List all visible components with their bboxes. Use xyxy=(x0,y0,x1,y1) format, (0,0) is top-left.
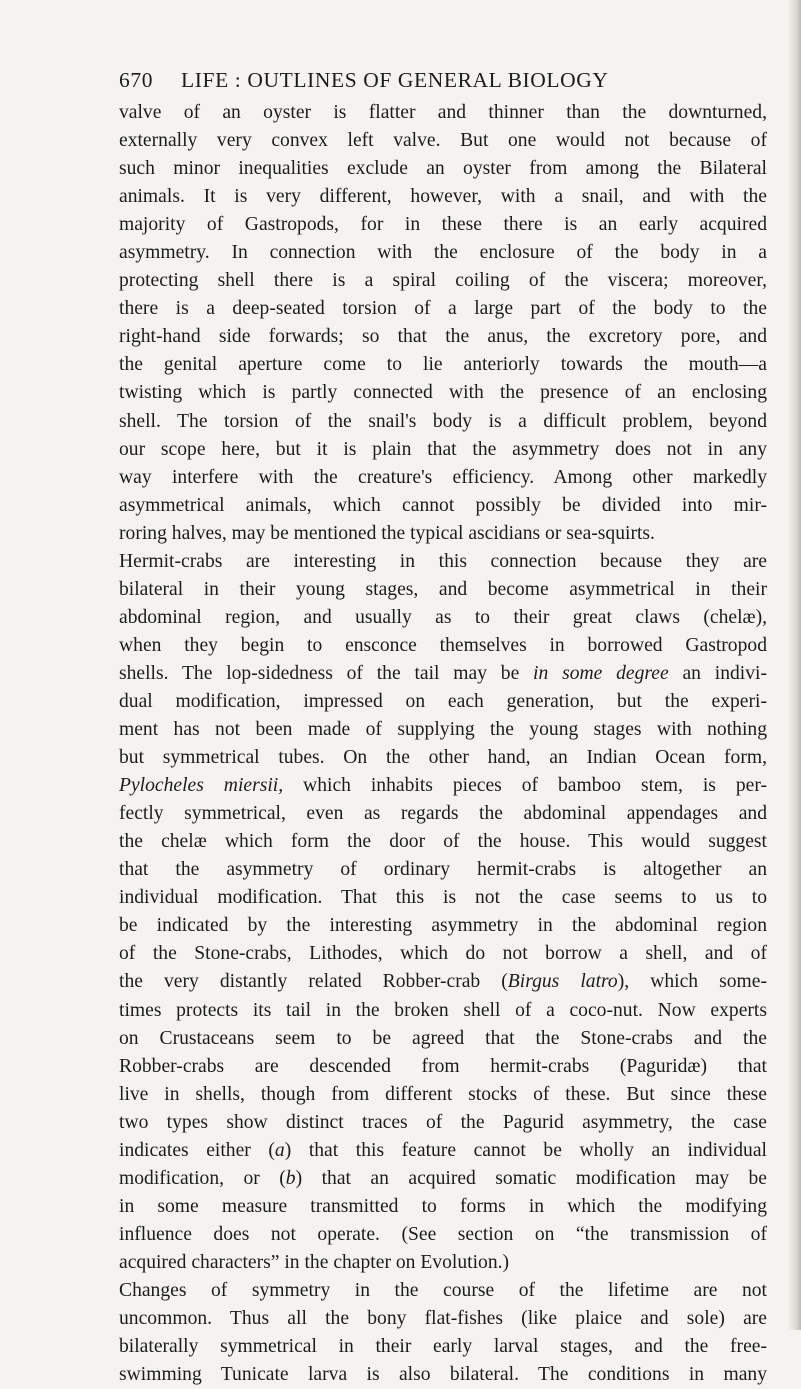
text-line: shell. The torsion of the snail's body is a difficult problem, beyond xyxy=(119,410,767,432)
text-line: animals. It is very different, however, with a snail, and with the xyxy=(119,186,767,208)
text-segment: modification, or ( xyxy=(119,1167,286,1189)
text-line: in some measure transmitted to forms in which the modifying xyxy=(119,1195,767,1217)
text-line: dual modification, impressed on each generation, but the experi- xyxy=(119,690,767,712)
text-line: be indicated by the interesting asymmetry in the abdominal region xyxy=(119,915,767,937)
text-line: that the asymmetry of ordinary hermit-crabs is altogether an xyxy=(119,859,767,881)
text-segment: an indivi- xyxy=(668,662,767,684)
body-text xyxy=(119,99,767,1389)
paragraph-1 xyxy=(119,99,767,548)
text-line: on Crustaceans seem to be agreed that the Stone-crabs and the xyxy=(119,1027,767,1049)
text-line: majority of Gastropods, for in these there is an early acquired xyxy=(119,214,767,236)
text-line: there is a deep-seated torsion of a large part of the body to the xyxy=(119,298,767,320)
species-name: Pylocheles miersii, xyxy=(119,775,284,797)
enumeration-letter: a xyxy=(274,1139,285,1161)
text-line xyxy=(119,660,767,688)
text-segment: shells. The lop-sidedness of the tail may be xyxy=(119,662,534,684)
italic-phrase: in some degree xyxy=(533,662,669,684)
text-line: acquired characters” in the chapter on Evolution.) xyxy=(119,1251,510,1273)
text-line: roring halves, may be mentioned the typical ascidians or sea-squirts. xyxy=(119,522,655,544)
text-line: bilateral in their young stages, and become asymmetrical in their xyxy=(119,578,767,600)
text-line xyxy=(119,968,767,996)
text-line: such minor inequalities exclude an oyster from among the Bilateral xyxy=(119,158,767,180)
text-line: Robber-crabs are descended from hermit-crabs (Paguridæ) that xyxy=(119,1055,767,1077)
text-line: protecting shell there is a spiral coiling of the viscera; moreover, xyxy=(119,270,767,292)
running-header xyxy=(119,68,719,98)
paragraph-2 xyxy=(119,548,767,1277)
text-line: Hermit-crabs are interesting in this connection because they are xyxy=(119,550,767,572)
text-segment: indicates either ( xyxy=(119,1139,275,1161)
text-segment: the very distantly related Robber-crab ( xyxy=(119,971,508,993)
text-segment: ) that an acquired somatic modification may be xyxy=(295,1167,767,1189)
text-line xyxy=(119,1137,767,1165)
text-line xyxy=(119,1165,767,1193)
text-line: way interfere with the creature's efficiency. Among other markedly xyxy=(119,466,767,488)
species-name: Birgus latro xyxy=(507,971,618,993)
text-line: externally very convex left valve. But one would not because of xyxy=(119,130,767,152)
text-line: times protects its tail in the broken shell of a coco-nut. Now experts xyxy=(119,999,767,1021)
text-line: individual modification. That this is not the case seems to us to xyxy=(119,887,767,909)
paragraph-3 xyxy=(119,1277,767,1389)
text-line: fectly symmetrical, even as regards the abdominal appendages and xyxy=(119,803,767,825)
text-line: asymmetry. In connection with the enclosure of the body in a xyxy=(119,242,767,264)
text-line: live in shells, though from different stocks of these. But since these xyxy=(119,1083,767,1105)
text-line: valve of an oyster is flatter and thinner than the downturned, xyxy=(119,102,767,123)
text-line: asymmetrical animals, which cannot possibly be divided into mir- xyxy=(119,494,767,516)
running-title: LIFE : OUTLINES OF GENERAL BIOLOGY xyxy=(181,68,609,92)
text-line: the chelæ which form the door of the house. This would suggest xyxy=(119,831,767,853)
enumeration-letter: b xyxy=(285,1167,296,1189)
text-line: Changes of symmetry in the course of the lifetime are not xyxy=(119,1279,767,1301)
text-line: our scope here, but it is plain that the asymmetry does not in any xyxy=(119,438,767,460)
text-line: two types show distinct traces of the Pagurid asymmetry, the case xyxy=(119,1111,767,1133)
text-line: twisting which is partly connected with the presence of an enclosing xyxy=(119,382,767,404)
text-line: ment has not been made of supplying the young stages with nothing xyxy=(119,719,767,741)
text-line: abdominal region, and usually as to their great claws (chelæ), xyxy=(119,606,767,628)
text-line: influence does not operate. (See section on “the transmission of xyxy=(119,1223,767,1245)
text-segment: ) that this feature cannot be wholly an individual xyxy=(284,1139,767,1161)
text-line: bilaterally symmetrical in their early larval stages, and the free- xyxy=(119,1336,767,1358)
text-segment: ), which some- xyxy=(617,971,767,993)
text-line: when they begin to ensconce themselves in borrowed Gastropod xyxy=(119,634,767,656)
text-segment: which inhabits pieces of bamboo stem, is per- xyxy=(283,775,767,797)
text-line: but symmetrical tubes. On the other hand, an Indian Ocean form, xyxy=(119,747,767,769)
page-number: 670 xyxy=(119,68,154,92)
text-line: of the Stone-crabs, Lithodes, which do not borrow a shell, and of xyxy=(119,943,767,965)
text-line: uncommon. Thus all the bony flat-fishes (like plaice and sole) are xyxy=(119,1308,767,1330)
text-line: swimming Tunicate larva is also bilateral. The conditions in many xyxy=(119,1364,767,1386)
page-edge-shadow xyxy=(787,0,801,1330)
text-line: the genital aperture come to lie anteriorly towards the mouth—a xyxy=(119,354,767,376)
text-line: right-hand side forwards; so that the anus, the excretory pore, and xyxy=(119,326,767,348)
text-line xyxy=(119,772,767,800)
